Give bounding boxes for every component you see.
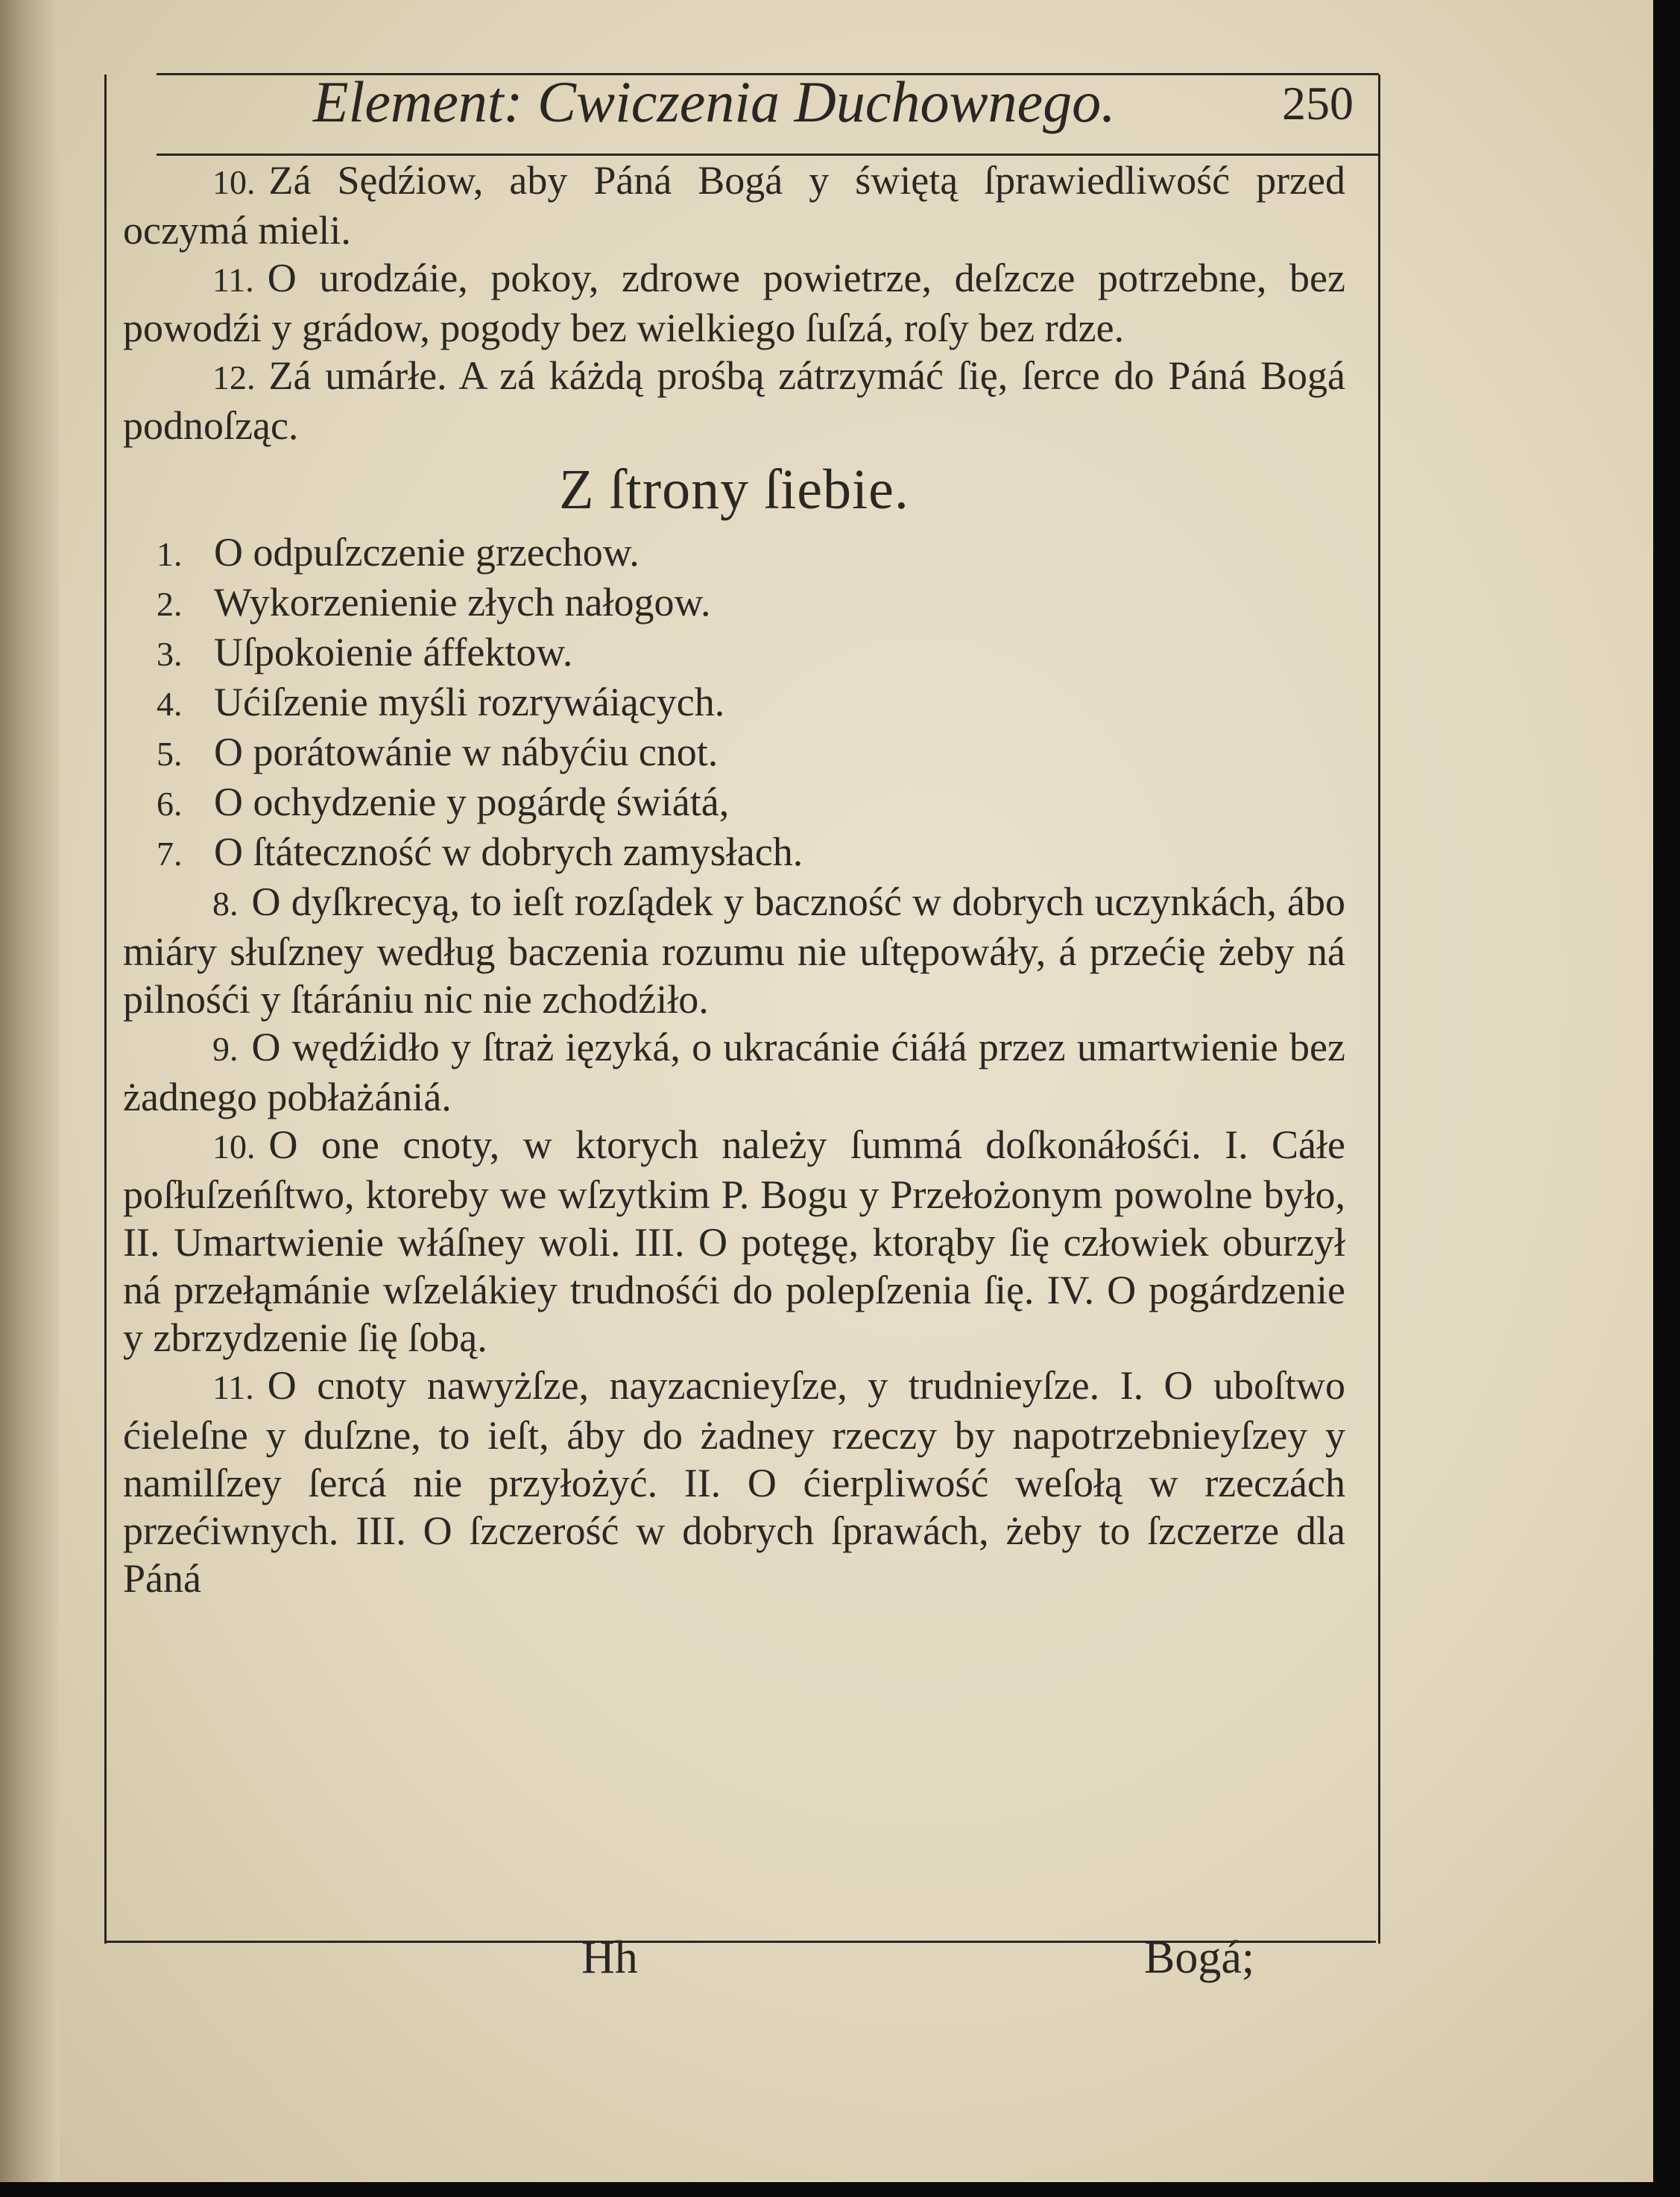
- list-text: Wykorzenienie złych nałogow.: [214, 580, 711, 625]
- scan-border-right: [1653, 0, 1680, 2197]
- paragraph-text: O urodzáie, pokoy, zdrowe powietrze, deſzcze potrzebne, bez powodźi y grádow, pogody bez wielkiego ſuſzá, roſy bez rdze.: [123, 256, 1345, 350]
- list-number: 3.: [157, 635, 183, 673]
- paragraph-text: O dyſkrecyą, to ieſt rozſądek y baczność w dobrych uczynkách, ábo miáry słuſzney według baczenia rozumu nie uſtępowáły, á przećię żeby ná pilnośći y ſtárániu nic nie zchodźiło.: [123, 879, 1345, 1022]
- paragraph-text: O cnoty nawyżſze, nayzacnieyſze, y trudnieyſze. I. O uboſtwo ćieleſne y duſzne, to ieſt, áby do żadney rzeczy by napotrzebnieyſzey y namilſzey ſercá nie przyłożyć. II. O ćierpliwość weſołą w rzeczách przećiwnych. III. O ſzczerość w dobrych ſprawách, żeby to ſzczerze dla Páná: [123, 1363, 1345, 1601]
- paragraph-text: O wędźidło y ſtraż ięzyká, o ukracánie ćiáłá przez umartwienie bez żadnego pobłażániá.: [123, 1025, 1345, 1119]
- header-rule: [157, 154, 1379, 156]
- catchword: Bogá;: [1144, 1932, 1255, 1983]
- list-item: [123, 578, 1345, 628]
- paragraph-11b: [123, 1362, 1345, 1602]
- list-item: [123, 628, 1345, 678]
- paragraph-text: O one cnoty, w ktorych należy ſummá doſkonáłośći. I. Cáłe poſłuſzeńſtwo, ktoreby we wſzytkim P. Bogu y Przełożonym powolne było, II. Umartwienie włáſney woli. III. O potęgę, ktorąby ſię człowiek oburzył ná przełąmánie wſzelákiey trudnośći do polepſzenia ſię. IV. O pogárdzenie y zbrzydzenie ſię ſobą.: [123, 1122, 1345, 1360]
- paragraph-8: [123, 878, 1345, 1023]
- book-spine-shadow: [0, 0, 60, 2197]
- paragraph-number: 11.: [212, 261, 254, 299]
- page-number: 250: [1282, 77, 1354, 130]
- running-header: [313, 69, 1386, 152]
- list-number: 1.: [157, 535, 183, 573]
- paragraph-10b: [123, 1121, 1345, 1362]
- page-body: [123, 157, 1345, 1602]
- list-number: 2.: [157, 585, 183, 623]
- running-title: Element: Cwiczenia Duchownego.: [313, 69, 1116, 134]
- list-text: Uſpokoienie áffektow.: [214, 630, 573, 674]
- list-text: Ućiſzenie myśli rozrywáiących.: [214, 680, 725, 724]
- paragraph-number: 11.: [212, 1368, 254, 1406]
- paragraph-9: [123, 1023, 1345, 1121]
- paragraph-number: 8.: [212, 885, 239, 923]
- section-heading: Z ſtrony ſiebie.: [559, 458, 909, 521]
- paragraph-12: [123, 352, 1345, 449]
- paragraph-number: 10.: [212, 1128, 256, 1166]
- list-text: O odpuſzczenie grzechow.: [214, 530, 640, 575]
- list-text: O ochydzenie y pogárdę świátá,: [214, 780, 730, 824]
- paragraph-text: Zá umárłe. A zá káżdą prośbą zátrzymáć ſię, ſerce do Páná Bogá podnoſząc.: [123, 353, 1345, 448]
- list-number: 7.: [157, 835, 183, 873]
- paragraph-number: 9.: [212, 1030, 239, 1068]
- paragraph-11: [123, 254, 1345, 352]
- list-number: 5.: [157, 735, 183, 773]
- list-item: [123, 828, 1345, 878]
- list-item: [123, 728, 1345, 778]
- list-item: [123, 778, 1345, 828]
- scan-border-bottom: [0, 2182, 1680, 2197]
- signature-mark: Hh: [581, 1932, 638, 1983]
- list-number: 4.: [157, 685, 183, 723]
- paragraph-text: Zá Sędźiow, aby Páná Bogá y świętą ſprawiedliwość przed oczymá mieli.: [123, 158, 1345, 253]
- list-item: [123, 528, 1345, 578]
- list-text: O porátowánie w nábyćiu cnot.: [214, 730, 719, 774]
- paragraph-number: 10.: [212, 163, 256, 201]
- list-item: [123, 678, 1345, 728]
- paragraph-number: 12.: [212, 358, 256, 396]
- list-text: O ſtáteczność w dobrych zamysłach.: [214, 829, 803, 874]
- paragraph-10: [123, 157, 1345, 254]
- list-number: 6.: [157, 785, 183, 823]
- page-footer: [0, 1932, 1680, 1991]
